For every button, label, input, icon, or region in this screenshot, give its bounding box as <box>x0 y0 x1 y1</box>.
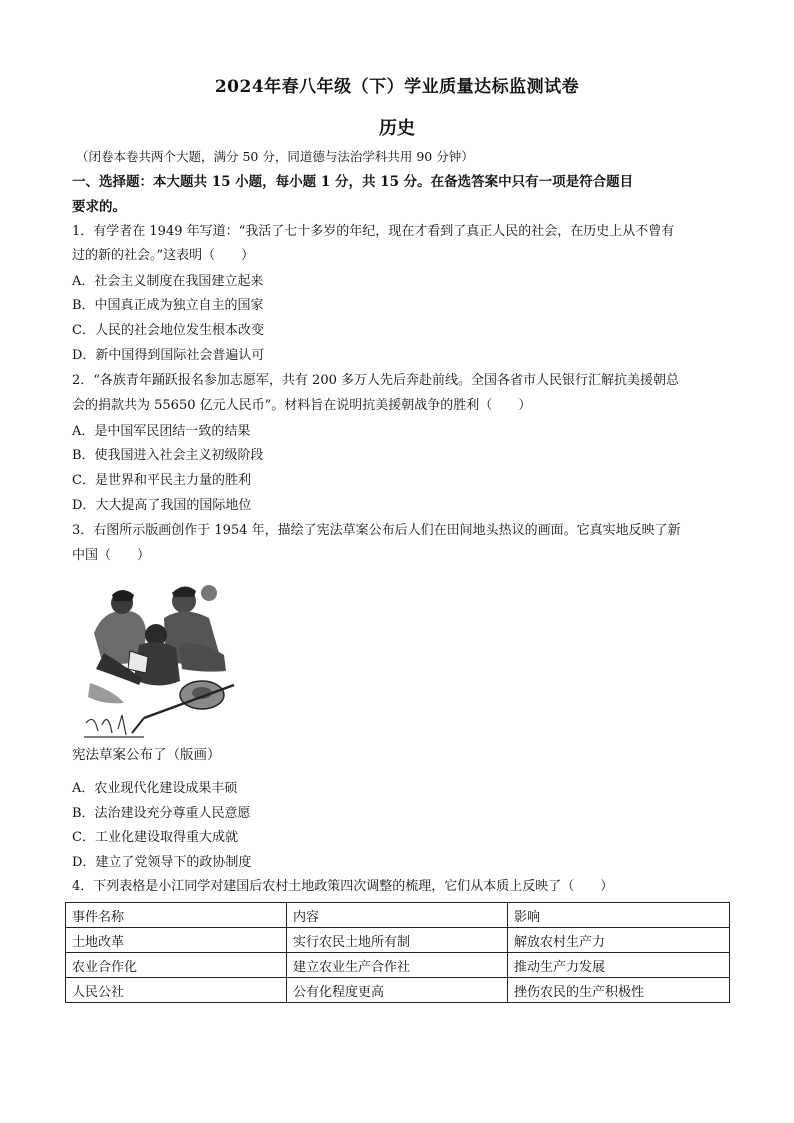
table-header-cell: 内容 <box>287 903 508 928</box>
table-header-cell: 影响 <box>508 903 730 928</box>
q4-stem-line1: 4．下列表格是小江同学对建国后农村土地政策四次调整的梳理，它们从本质上反映了（ ） <box>72 879 614 894</box>
table-row <box>66 978 730 1003</box>
q2-stem-line1: 2．“各族青年踊跃报名参加志愿军，共有 200 多万人先后奔赴前线。全国各省市人民银行汇解抗美援朝总 <box>72 373 679 388</box>
q1-option-d: D．新中国得到国际社会普遍认可 <box>72 348 265 363</box>
table-header-cell: 事件名称 <box>66 903 287 928</box>
q2-option-c: C．是世界和平民主力量的胜利 <box>72 473 251 488</box>
table-header-row <box>66 903 730 928</box>
table-cell: 农业合作化 <box>66 953 287 978</box>
table-cell: 实行农民土地所有制 <box>287 928 508 953</box>
q2-option-b: B．使我国进入社会主义初级阶段 <box>72 448 264 463</box>
q3-option-d: D．建立了党领导下的政协制度 <box>72 855 252 870</box>
exam-title: 2024年春八年级（下）学业质量达标监测试卷 <box>214 77 580 97</box>
table-cell: 土地改革 <box>66 928 287 953</box>
q3-stem-line2: 中国（ ） <box>72 548 151 563</box>
table-row <box>66 953 730 978</box>
woodcut-print-illustration <box>84 573 236 739</box>
q2-option-d: D．大大提高了我国的国际地位 <box>72 498 252 513</box>
q3-option-b: B．法治建设充分尊重人民意愿 <box>72 806 251 821</box>
q1-option-a: A．社会主义制度在我国建立起来 <box>72 274 264 289</box>
land-policy-table <box>65 902 730 1003</box>
q3-option-a: A．农业现代化建设成果丰硕 <box>72 781 238 796</box>
q3-option-c: C．工业化建设取得重大成就 <box>72 830 238 845</box>
q2-option-a: A．是中国军民团结一致的结果 <box>72 424 251 439</box>
woodcut-print-image <box>84 573 236 739</box>
q1-option-c: C．人民的社会地位发生根本改变 <box>72 323 264 338</box>
section-heading-line1: 一、选择题：本大题共 15 小题，每小题 1 分，共 15 分。在备选答案中只有一项是符合题目 <box>72 174 634 190</box>
table-cell: 解放农村生产力 <box>508 928 730 953</box>
table-cell: 挫伤农民的生产积极性 <box>508 978 730 1003</box>
exam-note: （闭卷本卷共两个大题，满分 50 分，同道德与法治学科共用 90 分钟） <box>76 149 474 164</box>
q1-option-b: B．中国真正成为独立自主的国家 <box>72 298 264 313</box>
table-row <box>66 928 730 953</box>
table-cell: 建立农业生产合作社 <box>287 953 508 978</box>
q1-stem-line1: 1．有学者在 1949 年写道：“我活了七十多岁的年纪，现在才看到了真正人民的社会，在历史上从不曾有 <box>72 224 675 239</box>
q1-stem-line2: 过的新的社会。”这表明（ ） <box>72 248 255 263</box>
q3-stem-line1: 3．右图所示版画创作于 1954 年，描绘了宪法草案公布后人们在田间地头热议的画面。它真实地反映了新 <box>72 523 681 538</box>
table-cell: 公有化程度更高 <box>287 978 508 1003</box>
figure-caption: 宪法草案公布了（版画） <box>72 747 221 763</box>
table-cell: 人民公社 <box>66 978 287 1003</box>
table-cell: 推动生产力发展 <box>508 953 730 978</box>
q2-stem-line2: 会的捐款共为 55650 亿元人民币”。材料旨在说明抗美援朝战争的胜利（ ） <box>72 398 532 413</box>
subject-title: 历史 <box>379 118 415 139</box>
section-heading-line2: 要求的。 <box>72 199 126 215</box>
